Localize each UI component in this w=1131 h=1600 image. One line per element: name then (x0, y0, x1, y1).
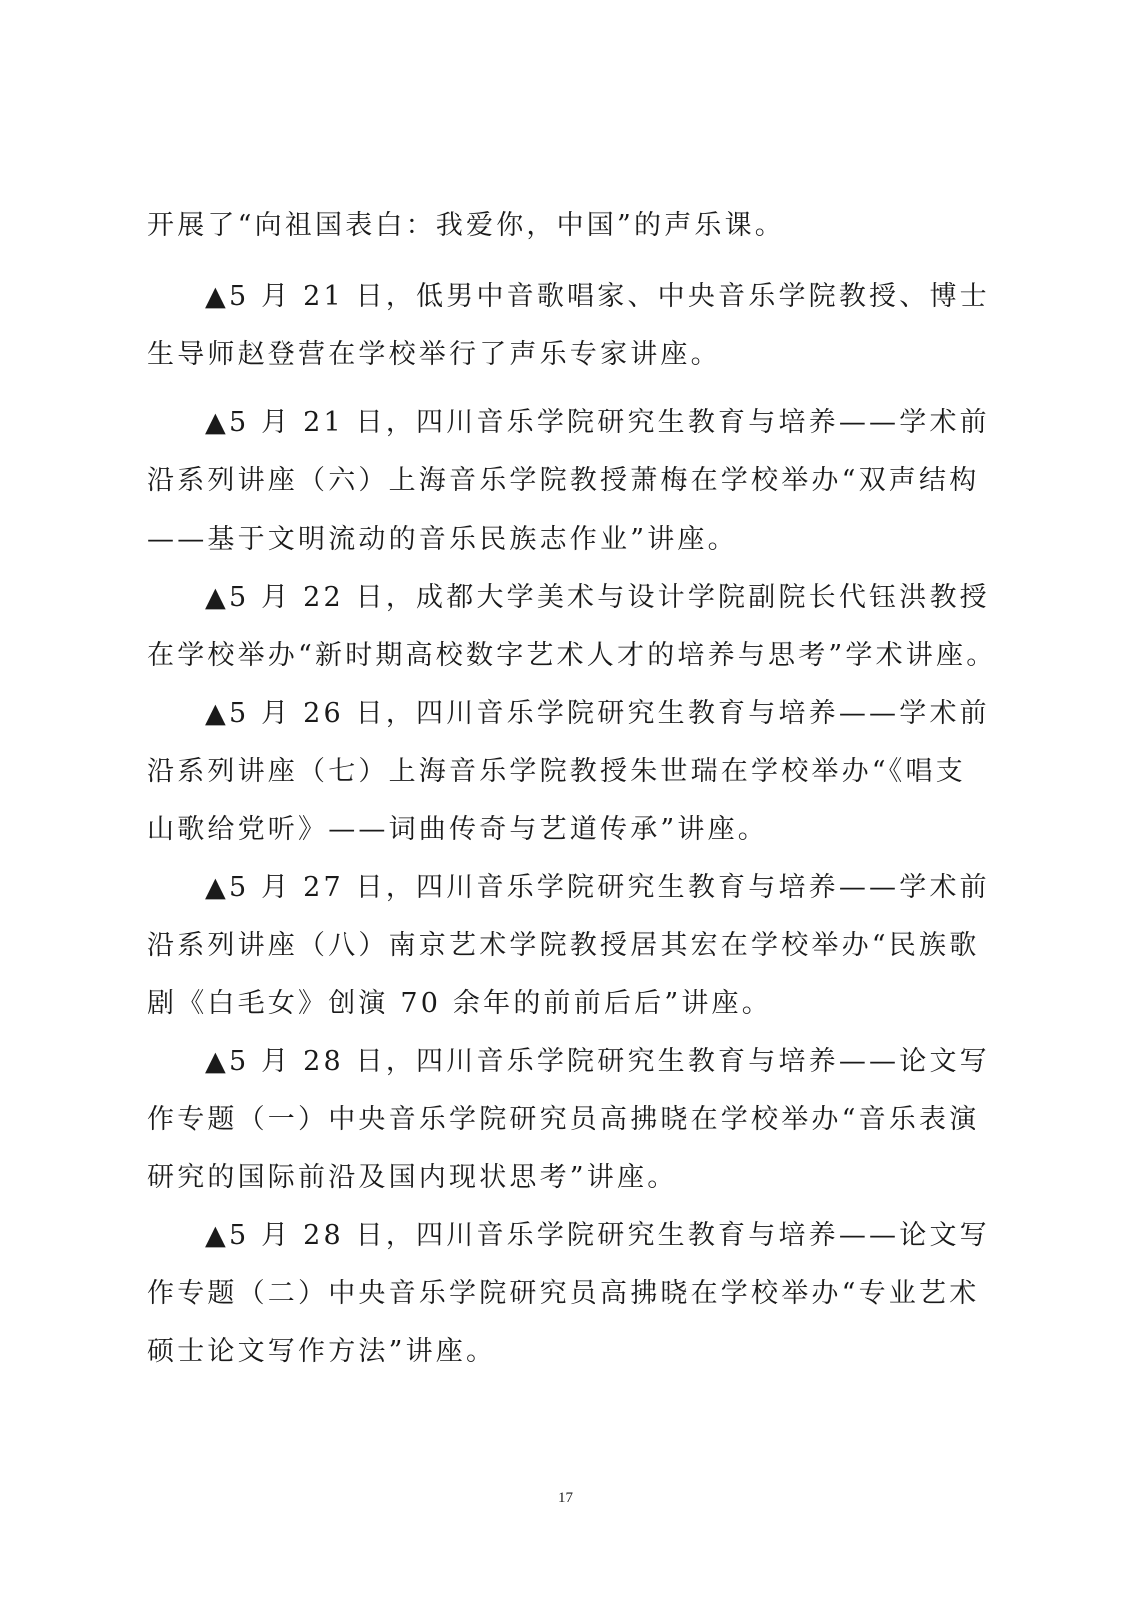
paragraph-line: 沿系列讲座（六）上海音乐学院教授萧梅在学校举办“双声结构 (147, 465, 980, 496)
paragraph-line: ▲5 月 26 日，四川音乐学院研究生教育与培养——学术前 (205, 698, 990, 729)
paragraph-line: 作专题（一）中央音乐学院研究员高拂晓在学校举办“音乐表演 (147, 1104, 980, 1135)
paragraph-line: 在学校举办“新时期高校数字艺术人才的培养与思考”学术讲座。 (147, 640, 997, 671)
paragraph-line: 沿系列讲座（八）南京艺术学院教授居其宏在学校举办“民族歌 (147, 930, 980, 961)
paragraph-line: ▲5 月 28 日，四川音乐学院研究生教育与培养——论文写 (205, 1046, 990, 1077)
paragraph-line: 作专题（二）中央音乐学院研究员高拂晓在学校举办“专业艺术 (147, 1278, 980, 1309)
paragraph-line: ▲5 月 22 日，成都大学美术与设计学院副院长代钰洪教授 (205, 582, 990, 613)
paragraph-line: 山歌给党听》——词曲传奇与艺道传承”讲座。 (147, 814, 769, 845)
paragraph-line: 沿系列讲座（七）上海音乐学院教授朱世瑞在学校举办“《唱支 (147, 756, 966, 787)
paragraph-line: 生导师赵登营在学校举行了声乐专家讲座。 (147, 339, 721, 370)
paragraph-line: ▲5 月 27 日，四川音乐学院研究生教育与培养——学术前 (205, 872, 990, 903)
paragraph-line: 研究的国际前沿及国内现状思考”讲座。 (147, 1162, 678, 1193)
paragraph-line: 剧《白毛女》创演 70 余年的前前后后”讲座。 (147, 988, 772, 1019)
page-number: 17 (558, 1490, 573, 1506)
paragraph-line: ——基于文明流动的音乐民族志作业”讲座。 (147, 524, 738, 555)
paragraph-line: ▲5 月 21 日，四川音乐学院研究生教育与培养——学术前 (205, 407, 990, 438)
paragraph-line: 硕士论文写作方法”讲座。 (147, 1336, 497, 1367)
paragraph-line: 开展了“向祖国表白：我爱你，中国”的声乐课。 (147, 210, 786, 241)
paragraph-line: ▲5 月 21 日，低男中音歌唱家、中央音乐学院教授、博士 (205, 281, 990, 312)
paragraph-line: ▲5 月 28 日，四川音乐学院研究生教育与培养——论文写 (205, 1220, 990, 1251)
